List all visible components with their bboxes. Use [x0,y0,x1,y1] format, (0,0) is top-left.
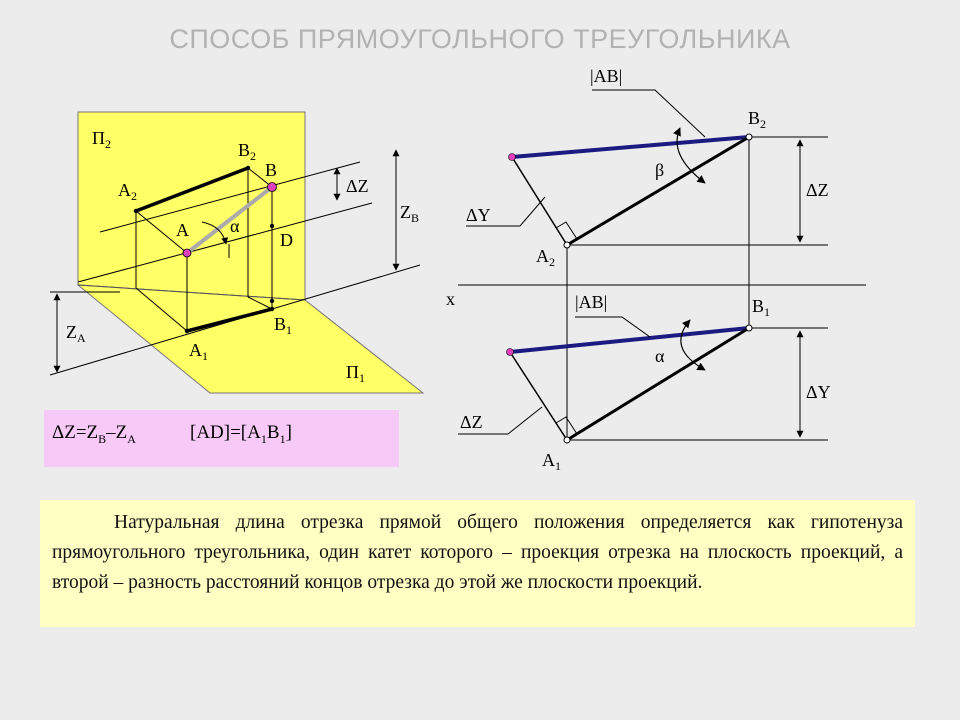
leader-ab-bottom [575,317,650,337]
label-x-axis: x [446,289,455,309]
label-dz-right: ΔZ [806,180,829,200]
formula-dz: $\Delta Z=Z_B-Z_A$ [52,422,136,446]
point-a-true-bottom [507,349,514,356]
label-dy-right: ΔY [806,382,831,402]
description-text: Натуральная длина отрезка прямой общего положения определяется как гипотенуза прямоугольного треугольника, один катет которого – проекция отрезка на плоскость проекций, а второй – разность расстояний концов отрезка до этой же плоскости проекций. [52,512,903,593]
right-orthographic-diagram [446,66,866,473]
point-a2-right [564,242,570,248]
point-b2 [246,166,250,170]
label-p2: $П_2$ [92,128,111,151]
point-a2 [134,209,138,213]
label-b1: $B_1$ [274,314,293,337]
point-b [268,183,277,192]
label-b2: $B_2$ [238,140,257,163]
point-a [183,249,191,257]
label-a: A [176,220,189,240]
projection-a2b2 [567,137,749,245]
leader-ab-top [592,90,705,137]
hypotenuse-top [512,157,567,245]
label-alpha-right: α [655,346,665,366]
point-a-true-top [509,154,516,161]
point-a1-right [564,437,570,443]
label-ab-bottom: |AB| [575,292,608,312]
point-d [270,224,274,228]
label-dz: ΔZ [346,176,369,196]
hypotenuse-bottom [510,352,567,440]
page-title: СПОСОБ ПРЯМОУГОЛЬНОГО ТРЕУГОЛЬНИКА [169,24,791,54]
point-b2-right [746,134,752,140]
label-a1-right: $A_1$ [542,450,561,473]
label-b2-right: $B_2$ [748,108,767,131]
label-dz-bottom: ΔZ [460,412,483,432]
alpha-arc-right [681,320,705,370]
true-length-ab-top [512,137,749,157]
formula-ad: $[AD]=[A_1B_1]$ [190,422,292,446]
label-ab-top: |AB| [590,66,623,86]
horizontal-plane-p1 [78,285,423,393]
left-3d-diagram [50,112,423,393]
label-alpha: α [230,216,240,236]
label-a1: $A_1$ [189,340,208,363]
label-d: D [280,230,293,250]
right-angle-top [556,222,577,239]
label-zb: $Z_B$ [400,202,420,225]
label-b: B [265,160,278,180]
label-za: $Z_A$ [66,322,86,345]
label-a2-right: $A_2$ [536,246,555,269]
formula-box [44,410,399,467]
label-dy-top: ΔY [466,205,491,225]
point-b1 [270,307,274,311]
label-a2: $A_2$ [118,180,137,203]
vertical-plane-p2 [78,112,305,300]
point-b-base [270,299,274,303]
label-beta: β [655,160,665,180]
point-b1-right [746,325,752,331]
label-p1: $П_1$ [346,362,365,385]
label-b1-right: $B_1$ [752,296,771,319]
beta-arc [677,128,705,183]
description-box [40,500,915,627]
point-a-base [185,329,189,333]
